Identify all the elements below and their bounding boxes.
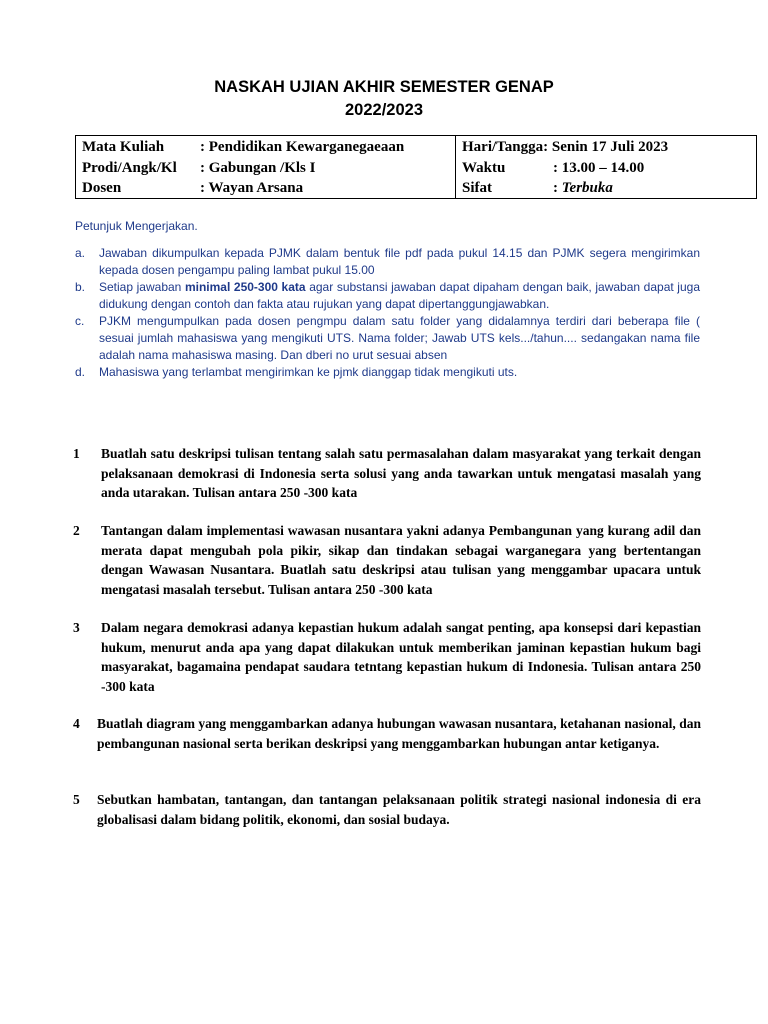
instruction-marker: a. [75,246,86,260]
instruction-item [75,313,700,364]
info-row-course [82,137,455,158]
question-5 [73,790,701,829]
instruction-text-post: agar substansi jawaban dapat dipaham dengan baik, jawaban dapat juga didukung dengan contoh dan fakta atau rujukan yang dapat dipertanggungjawabkan. [99,280,704,311]
course-info-left [76,136,456,198]
instructions-heading: Petunjuk Mengerjakan. [75,219,198,233]
question-2 [73,521,701,599]
info-value [553,178,613,199]
info-row-time [462,158,756,179]
question-4 [73,714,701,753]
info-label: Dosen [82,180,122,196]
instruction-text: Jawaban dikumpulkan kepada PJMK dalam bentuk file pdf pada pukul 14.15 dan PJMK segera mengirimkan kepada dosen pengampu paling lambat pukul 15.00 [99,246,700,277]
info-row-date [462,137,756,158]
question-text: Buatlah satu deskripsi tulisan tentang salah satu permasalahan dalam masyarakat yang terkait dengan pelaksanaan demokrasi di Indonesia serta solusi yang anda tawarkan untuk mengatasi masalah yang anda utarakan. Tulisan antara 250 -300 kata [101,446,701,500]
info-label: Waktu [462,159,506,176]
instruction-item [75,279,704,313]
question-text: Dalam negara demokrasi adanya kepastian hukum adalah sangat penting, apa konsepsi dari kepastian hukum, menurut anda apa yang dapat dilakukan untuk memberikan jaminan kepastian hukum bagi masyarakat, bagamaina pendapat saudara tetntang kepastian hukum di Indonesia. Tulisan antara 250 -300 kata [101,620,701,694]
question-1 [73,444,701,503]
question-number: 3 [73,620,80,635]
info-value: : Gabungan /Kls I [200,159,316,176]
question-number: 1 [73,446,80,461]
question-number: 2 [73,523,80,538]
question-text: Sebutkan hambatan, tantangan, dan tantangan pelaksanaan politik strategi nasional indonesia di era globalisasi dalam bidang politik, ekonomi, dan sosial budaya. [97,792,701,827]
question-text: Tantangan dalam implementasi wawasan nusantara yakni adanya Pembangunan yang kurang adil dan merata dapat mengubah pola pikir, sikap dan tindakan sebagai warganegara yang bertentangan dengan Wawasan Nusantara. Buatlah satu deskripsi atau tulisan yang menggambar upacara untuk mengatasi masalah tersebut. Tulisan antara 250 -300 kata [101,523,701,597]
question-number: 4 [73,716,80,731]
question-text: Buatlah diagram yang menggambarkan adanya hubungan wawasan nusantara, ketahanan nasional, dan pembangunan nasional serta berikan deskripsi yang menggambarkan hubungan antar ketiganya. [97,716,701,751]
info-value: Senin 17 Juli 2023 [551,139,669,155]
exam-year: 2022/2023 [345,101,423,119]
instruction-marker: d. [75,365,86,379]
instruction-text: PJKM mengumpulkan pada dosen pengmpu dalam satu folder yang didalamnya terdiri dari beberapa file ( sesuai jumlah mahasiswa yang mengikuti UTS. Nama folder; Jawab UTS kels.../tahun.... sedangakan nama file adalah nama mahasiswa masing. Dan dberi no urut sesuai absen [99,314,700,362]
question-3 [73,618,701,696]
info-label: Hari/Tangga: [462,139,549,155]
info-value: : Wayan Arsana [200,180,304,196]
instruction-item [75,364,700,381]
instruction-marker: c. [75,314,85,328]
instruction-marker: b. [75,280,86,294]
instruction-text: Mahasiswa yang terlambat mengirimkan ke pjmk dianggap tidak mengikuti uts. [99,365,518,379]
info-row-program [82,158,455,179]
question-number: 5 [73,792,80,807]
info-row-nature [462,178,756,199]
info-value: : 13.00 – 14.00 [553,159,645,176]
info-value-prefix: : [553,180,562,196]
instruction-text-bold: minimal 250-300 kata [184,280,306,294]
info-value: : Pendidikan Kewarganegaeaan [200,139,405,155]
info-label: Prodi/Angk/Kl [82,159,177,176]
course-info-right [456,136,756,198]
info-label: Sifat [462,180,492,196]
info-row-lecturer [82,178,455,199]
info-value-italic: Terbuka [561,180,613,196]
course-info-table [75,135,757,199]
instruction-text [99,279,704,313]
info-label: Mata Kuliah [82,139,165,155]
instructions-list [75,245,704,381]
exam-title: NASKAH UJIAN AKHIR SEMESTER GENAP [214,78,554,96]
instruction-item [75,245,700,279]
instruction-text-pre: Setiap jawaban [99,280,185,294]
